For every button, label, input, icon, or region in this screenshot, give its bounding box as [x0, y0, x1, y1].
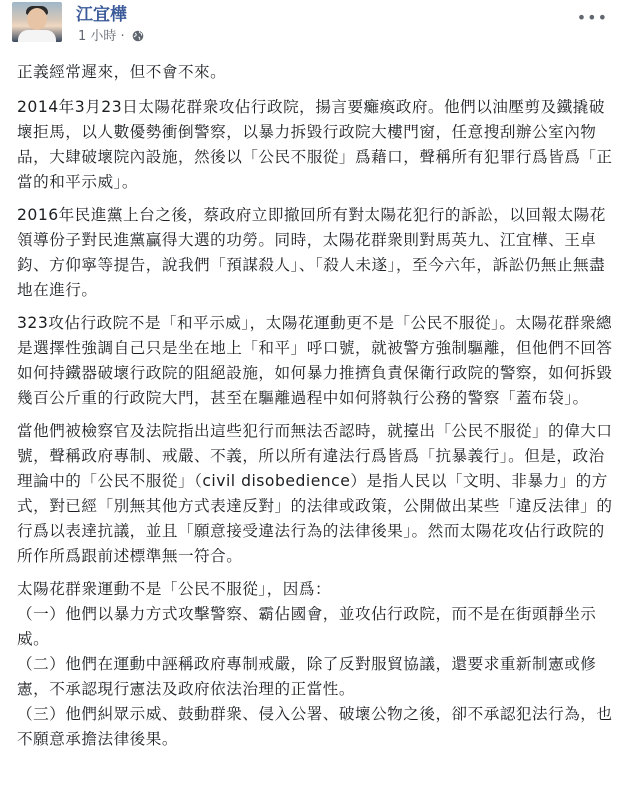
post-paragraph-5: 當他們被檢察官及法院指出這些犯行而無法否認時，就擡出「公民不服從」的偉大口號，聲稱政府專制、戒嚴、不義，所以所有違法行爲皆爲「抗暴義行」。但是，政治理論中的「公民不服從」（civil disobedience）是指人民以「文明、非暴力」的方式，對已經「別無其他方式表達反對」的法律或政策，公開做出某些「違反法律」的行爲以表達抗議，並且「願意接受違法行為的法律後果」。然而太陽花攻佔行政院的所作所爲跟前述標準無一符合。 [17, 422, 613, 565]
avatar-shirt [18, 30, 56, 42]
post-paragraph-2: 2014年3月23日太陽花群衆攻佔行政院，揚言要癱瘓政府。他們以油壓剪及鐵撬破壞拒馬，以人數優勢衝倒警察，以暴力拆毀行政院大樓門窗，任意搜刮辦公室內物品，大肆破壞院內設施，然後以「公民不服從」爲藉口，聲稱所有犯罪行爲皆爲「正當的和平示威」。 [17, 98, 613, 191]
avatar[interactable] [12, 2, 62, 42]
meta-separator: · [120, 29, 125, 44]
post-list-item-2: （二）他們在運動中誣稱政府專制戒嚴，除了反對服貿協議，還要求重新制憲或修憲，不承認現行憲法及政府依法治理的正當性。 [17, 655, 597, 698]
post-body [17, 60, 615, 752]
post-header [12, 0, 612, 52]
post-list-item-1: （一）他們以暴力方式攻擊警察、霸佔國會，並攻佔行政院，而不是在街頭靜坐示威。 [17, 605, 597, 648]
more-options-icon[interactable]: ••• [576, 8, 608, 27]
post-paragraph-4: 323攻佔行政院不是「和平示威」，太陽花運動更不是「公民不服從」。太陽花群衆總是選擇性強調自己只是坐在地上「和平」呼口號，就被警方強制驅離，但他們不回答如何持鐵器破壞行政院的阻絕設施，如何暴力推擠負責保衛行政院的警察，如何拆毀幾百公斤重的行政院大門，甚至在驅離過程中如何將執行公務的警察「蓋布袋」。 [17, 314, 613, 407]
avatar-face [27, 8, 47, 30]
author-name[interactable]: 江宜樺 [76, 5, 127, 25]
post-meta [78, 25, 144, 46]
post-list-item-3: （三）他們糾眾示威、鼓動群衆、侵入公署、破壞公物之後，卻不承認犯法行為，也不願意承擔法律後果。 [17, 705, 613, 748]
post-paragraph-1: 正義經常遲來，但不會不來。 [17, 63, 227, 81]
post-paragraph-3: 2016年民進黨上台之後，蔡政府立即撤回所有對太陽花犯行的訴訟，以回報太陽花領導份子對民進黨贏得大選的功勞。同時，太陽花群衆則對馬英九、江宜樺、王卓鈞、方仰寧等提告，說我們「預謀殺人」、「殺人未遂」，至今六年，訴訟仍無止無盡地在進行。 [17, 206, 606, 299]
post-time[interactable]: 1 小時 [78, 29, 117, 44]
globe-icon[interactable] [132, 30, 144, 46]
post-paragraph-6: 太陽花群衆運動不是「公民不服從」，因爲： [17, 580, 332, 598]
